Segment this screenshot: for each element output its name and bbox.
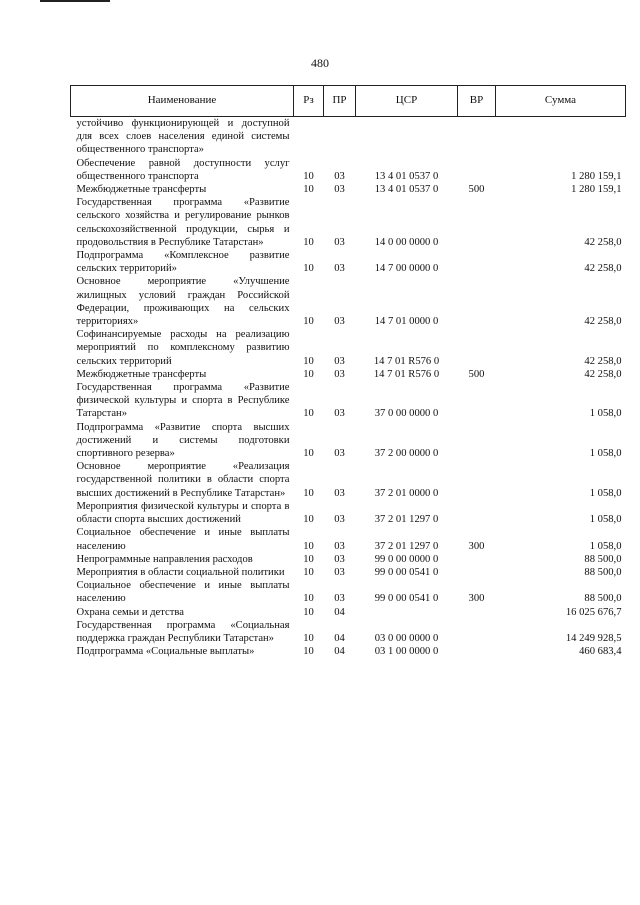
cell-csr xyxy=(356,117,458,157)
cell-rz: 10 xyxy=(303,566,314,578)
cell-pr: 03 xyxy=(334,408,345,420)
table-row xyxy=(71,117,626,157)
cell-vr xyxy=(458,553,496,566)
cell-csr xyxy=(356,606,458,619)
cell-rz: 10 xyxy=(303,553,314,565)
cell-pr: 04 xyxy=(334,632,345,644)
cell-name: Межбюджетные трансферты xyxy=(76,184,207,196)
cell-vr: 500 xyxy=(468,184,485,196)
cell-rz: 10 xyxy=(303,487,314,499)
table-row xyxy=(71,196,626,249)
cell-pr: 03 xyxy=(334,184,345,196)
cell-vr xyxy=(458,381,496,421)
cell-vr xyxy=(458,619,496,645)
cell-name: Софинансируемые расходы на реализацию мероприятий по комплексному развитию сельских территорий xyxy=(76,329,290,367)
cell-vr xyxy=(458,275,496,328)
cell-csr: 03 0 00 0000 0 xyxy=(374,632,439,644)
cell-pr: 03 xyxy=(334,368,345,380)
cell-rz: 10 xyxy=(303,646,314,658)
cell-rz: 10 xyxy=(303,170,314,182)
table-row xyxy=(71,368,626,381)
budget-table xyxy=(70,85,626,658)
table-row xyxy=(71,328,626,368)
cell-csr: 99 0 00 0541 0 xyxy=(374,593,439,605)
cell-pr xyxy=(324,117,356,157)
cell-csr: 37 2 01 0000 0 xyxy=(374,487,439,499)
cell-rz: 10 xyxy=(303,448,314,460)
cell-csr: 14 0 00 0000 0 xyxy=(374,236,439,248)
table-row xyxy=(71,183,626,196)
cell-csr: 14 7 01 R576 0 xyxy=(373,355,440,367)
cell-vr xyxy=(458,421,496,461)
cell-vr: 500 xyxy=(468,368,485,380)
cell-vr xyxy=(458,249,496,275)
cell-name: устойчиво функционирующей и доступной для всех слоев населения единой системы общественного транспорта» xyxy=(76,118,290,156)
table-row xyxy=(71,275,626,328)
cell-sum: 88 500,0 xyxy=(584,593,622,605)
cell-pr: 03 xyxy=(334,553,345,565)
cell-sum: 88 500,0 xyxy=(584,553,622,565)
cell-sum: 1 058,0 xyxy=(589,408,622,420)
cell-name: Мероприятия физической культуры и спорта в области спорта высших достижений xyxy=(76,500,290,526)
cell-csr: 37 0 00 0000 0 xyxy=(374,408,439,420)
cell-rz: 10 xyxy=(303,355,314,367)
cell-vr xyxy=(458,606,496,619)
cell-sum: 16 025 676,7 xyxy=(565,606,622,618)
cell-vr xyxy=(458,157,496,183)
cell-name: Подпрограмма «Социальные выплаты» xyxy=(76,646,255,658)
cell-pr: 03 xyxy=(334,514,345,526)
cell-pr: 04 xyxy=(334,606,345,618)
header-rz: Рз xyxy=(294,86,324,117)
cell-pr: 03 xyxy=(334,566,345,578)
cell-sum: 88 500,0 xyxy=(584,566,622,578)
cell-pr: 03 xyxy=(334,170,345,182)
cell-sum: 1 058,0 xyxy=(589,540,622,552)
cell-csr: 13 4 01 0537 0 xyxy=(374,170,439,182)
cell-sum: 1 280 159,1 xyxy=(571,170,622,182)
cell-csr: 14 7 00 0000 0 xyxy=(374,263,439,275)
table-body xyxy=(71,117,626,659)
header-csr: ЦСР xyxy=(356,86,458,117)
table-row xyxy=(71,249,626,275)
cell-rz: 10 xyxy=(303,593,314,605)
table-row xyxy=(71,645,626,658)
header-pr: ПР xyxy=(324,86,356,117)
cell-name: Социальное обеспечение и иные выплаты населению xyxy=(76,580,290,605)
table-row xyxy=(71,619,626,645)
cell-name: Социальное обеспечение и иные выплаты населению xyxy=(76,527,290,552)
cell-csr: 99 0 00 0541 0 xyxy=(374,566,439,578)
cell-sum xyxy=(496,117,626,157)
cell-name: Государственная программа «Социальная поддержка граждан Республики Татарстан» xyxy=(76,619,290,644)
cell-csr: 37 2 01 1297 0 xyxy=(374,514,439,526)
table-row xyxy=(71,157,626,183)
cell-name: Мероприятия в области социальной политики xyxy=(76,566,285,578)
cell-sum: 1 058,0 xyxy=(589,487,622,499)
cell-pr: 03 xyxy=(334,316,345,328)
cell-csr: 03 1 00 0000 0 xyxy=(374,646,439,658)
cell-sum: 1 058,0 xyxy=(589,514,622,526)
cell-csr: 14 7 01 R576 0 xyxy=(373,368,440,380)
cell-csr: 13 4 01 0537 0 xyxy=(374,184,439,196)
cell-name: Непрограммные направления расходов xyxy=(76,553,253,565)
cell-vr xyxy=(458,500,496,526)
cell-pr: 03 xyxy=(334,593,345,605)
cell-name: Основное мероприятие «Улучшение жилищных условий граждан Российской Федерации, проживающих на сельских территориях» xyxy=(76,276,290,328)
cell-pr: 03 xyxy=(334,236,345,248)
cell-sum: 42 258,0 xyxy=(584,355,622,367)
cell-pr: 04 xyxy=(334,646,345,658)
cell-sum: 42 258,0 xyxy=(584,368,622,380)
header-sum: Сумма xyxy=(496,86,626,117)
cell-sum: 42 258,0 xyxy=(584,236,622,248)
cell-vr xyxy=(458,645,496,658)
header-vr: ВР xyxy=(458,86,496,117)
table-row xyxy=(71,606,626,619)
cell-sum: 42 258,0 xyxy=(584,316,622,328)
cell-rz: 10 xyxy=(303,184,314,196)
cell-rz: 10 xyxy=(303,236,314,248)
cell-sum: 1 058,0 xyxy=(589,448,622,460)
cell-vr: 300 xyxy=(468,593,485,605)
cell-csr: 37 2 01 1297 0 xyxy=(374,540,439,552)
table-row xyxy=(71,500,626,526)
cell-csr: 37 2 00 0000 0 xyxy=(374,448,439,460)
cell-name: Подпрограмма «Комплексное развитие сельских территорий» xyxy=(76,250,290,275)
table-row xyxy=(71,381,626,421)
cell-pr: 03 xyxy=(334,448,345,460)
cell-rz: 10 xyxy=(303,408,314,420)
cell-vr xyxy=(458,196,496,249)
cell-pr: 03 xyxy=(334,540,345,552)
table-row xyxy=(71,553,626,566)
cell-rz: 10 xyxy=(303,316,314,328)
table-row xyxy=(71,566,626,579)
cell-name: Государственная программа «Развитие физической культуры и спорта в Республике Татарстан» xyxy=(76,382,290,420)
table-header-row xyxy=(71,86,626,117)
cell-sum: 1 280 159,1 xyxy=(571,184,622,196)
cell-rz: 10 xyxy=(303,263,314,275)
table-row xyxy=(71,421,626,461)
cell-name: Основное мероприятие «Реализация государственной политики в области спорта высших достижений в Республике Татарстан» xyxy=(76,461,290,499)
cell-vr xyxy=(458,460,496,500)
cell-sum: 14 249 928,5 xyxy=(565,632,622,644)
header-name: Наименование xyxy=(71,86,294,117)
cell-csr: 14 7 01 0000 0 xyxy=(374,316,439,328)
page-number: 480 xyxy=(311,56,329,70)
cell-rz: 10 xyxy=(303,368,314,380)
cell-pr: 03 xyxy=(334,263,345,275)
table-row xyxy=(71,526,626,552)
cell-rz: 10 xyxy=(303,606,314,618)
cell-name: Обеспечение равной доступности услуг общественного транспорта xyxy=(76,157,290,182)
cell-rz: 10 xyxy=(303,514,314,526)
cell-pr: 03 xyxy=(334,355,345,367)
cell-pr: 03 xyxy=(334,487,345,499)
cell-name: Межбюджетные трансферты xyxy=(76,368,207,380)
cell-rz: 10 xyxy=(303,540,314,552)
cell-sum: 42 258,0 xyxy=(584,263,622,275)
cell-vr xyxy=(458,566,496,579)
cell-name: Подпрограмма «Развитие спорта высших достижений и системы подготовки спортивного резерва» xyxy=(76,421,290,460)
cell-vr xyxy=(458,328,496,368)
cell-rz: 10 xyxy=(303,632,314,644)
cell-csr: 99 0 00 0000 0 xyxy=(374,553,439,565)
cell-sum: 460 683,4 xyxy=(579,646,622,658)
cell-name: Государственная программа «Развитие сельского хозяйства и регулирование рынков сельскохозяйственной продукции, сырья и продовольствия в Республике Татарстан» xyxy=(76,197,290,248)
top-rule xyxy=(40,0,110,2)
table-row xyxy=(71,460,626,500)
cell-vr xyxy=(458,117,496,157)
cell-name: Охрана семьи и детства xyxy=(76,606,184,618)
cell-rz xyxy=(294,117,324,157)
table-row xyxy=(71,579,626,605)
cell-vr: 300 xyxy=(468,540,485,552)
